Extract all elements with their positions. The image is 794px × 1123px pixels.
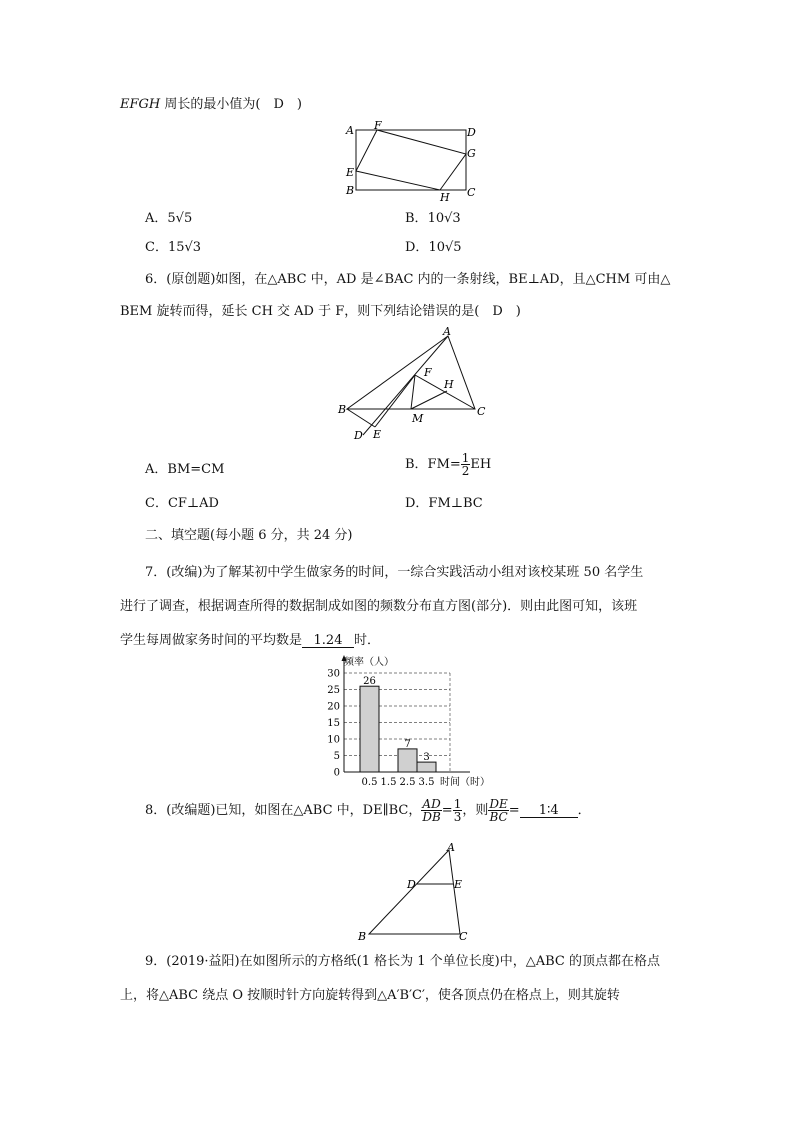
bar-3.5 bbox=[417, 762, 436, 772]
y-tick-0: 0 bbox=[333, 767, 340, 779]
data-label-3.5: 3 bbox=[423, 752, 430, 764]
label-g: G bbox=[467, 147, 476, 160]
q6-option-c: C．CF⊥AD bbox=[145, 496, 219, 511]
q9-stem-line2: 上，将△ABC 绕点 O 按顺时针方向旋转得到△A′B′C′，使各顶点仍在格点上，则其旋转 bbox=[120, 988, 620, 1003]
bar-2.5 bbox=[398, 749, 417, 772]
y-tick-20: 20 bbox=[327, 701, 340, 713]
label-d: D bbox=[467, 126, 476, 139]
q7-stem-line2: 进行了调查，根据调查所得的数据制成如图的频数分布直方图(部分)．则由此图可知，该班 bbox=[120, 599, 638, 614]
data-label-0.5: 26 bbox=[363, 676, 376, 688]
label-d: D bbox=[354, 429, 363, 442]
label-a: A bbox=[447, 841, 455, 854]
ray-ad bbox=[363, 336, 448, 435]
x-tick-3.5: 3.5 bbox=[418, 777, 435, 788]
y-tick-30: 30 bbox=[327, 668, 340, 680]
fraction-de-bc: $\frac{DE}{BC}$ bbox=[489, 797, 508, 824]
y-axis-label: 频率（人） bbox=[344, 657, 394, 668]
label-a: A bbox=[443, 325, 451, 338]
q5-option-b: B．10√3 bbox=[405, 211, 461, 226]
label-h: H bbox=[444, 378, 454, 391]
section-title: 二、填空题(每小题 6 分，共 24 分) bbox=[145, 528, 353, 543]
label-f: F bbox=[424, 366, 432, 379]
label-a: A bbox=[346, 124, 354, 137]
label-b: B bbox=[338, 403, 347, 416]
q6-option-d: D．FM⊥BC bbox=[405, 496, 483, 511]
bar-0.5 bbox=[360, 686, 379, 772]
label-b: B bbox=[346, 184, 355, 197]
label-c: C bbox=[477, 405, 486, 418]
y-tick-10: 10 bbox=[327, 734, 340, 746]
label-b: B bbox=[358, 930, 367, 943]
label-c: C bbox=[467, 186, 476, 199]
data-label-2.5: 7 bbox=[404, 738, 411, 750]
x-tick-0.5: 0.5 bbox=[361, 777, 378, 788]
label-e: E bbox=[373, 428, 382, 441]
segment-be bbox=[347, 409, 375, 427]
quadrilateral-efgh bbox=[356, 130, 466, 190]
label-f: F bbox=[374, 120, 382, 132]
q6-stem-line2: BEM 旋转而得，延长 CH 交 AD 于 F，则下列结论错误的是( D ) bbox=[120, 304, 521, 319]
fraction-one-third: $\frac{1}{3}$ bbox=[453, 797, 462, 824]
y-tick-25: 25 bbox=[327, 685, 340, 696]
y-tick-labels bbox=[327, 669, 340, 779]
q5-option-c: C．15√3 bbox=[145, 240, 202, 255]
q5-option-d: D．10√5 bbox=[405, 240, 462, 255]
q6-stem-line1: 6．(原创题)如图，在△ABC 中，AD 是∠BAC 内的一条射线，BE⊥AD，且△CHM 可由△ bbox=[145, 272, 671, 287]
y-tick-15: 15 bbox=[327, 718, 340, 729]
q8-figure bbox=[355, 840, 475, 945]
q5-option-a: A．5√5 bbox=[145, 211, 193, 226]
label-h: H bbox=[440, 191, 450, 204]
segment-mh bbox=[411, 391, 447, 409]
label-e: E bbox=[454, 878, 463, 891]
q8-answer: 1∶4 bbox=[520, 804, 578, 818]
q6-figure bbox=[335, 325, 495, 445]
q9-stem-line1: 9．(2019·益阳)在如图所示的方格纸(1 格长为 1 个单位长度)中，△ABC 的顶点都在格点 bbox=[145, 954, 660, 969]
x-tick-2.5: 2.5 bbox=[399, 777, 416, 788]
label-c: C bbox=[459, 930, 468, 943]
label-d: D bbox=[407, 878, 416, 891]
q5-figure bbox=[340, 120, 490, 205]
x-tick-1.5: 1.5 bbox=[380, 777, 397, 788]
q7-answer: 1.24 bbox=[302, 634, 354, 648]
segment-ef bbox=[375, 375, 415, 427]
fraction-ad-db: $\frac{AD}{DB}$ bbox=[422, 797, 441, 824]
q8-stem: 8．(改编题)已知，如图在△ABC 中，DE∥BC， $\frac{AD}{DB}$ = $\frac{1}{3}$ ，则 $\frac{DE}{BC}$ = 1∶4 ． bbox=[145, 797, 591, 824]
q6-option-a: A．BM=CM bbox=[145, 462, 225, 477]
q7-stem-line1: 7．(改编)为了解某初中学生做家务的时间，一综合实践活动小组对该校某班 50 名学生 bbox=[145, 565, 644, 580]
fraction-one-half: $\frac{1}{2}$ bbox=[461, 451, 470, 478]
histogram-chart bbox=[320, 652, 510, 794]
x-tick-labels bbox=[362, 777, 435, 788]
q7-stem-line3: 学生每周做家务时间的平均数是 1.24 时． bbox=[120, 633, 381, 648]
triangle-abc bbox=[369, 850, 463, 934]
label-e: E bbox=[346, 166, 355, 179]
x-axis-label: 时间（时） bbox=[440, 777, 490, 788]
y-tick-5: 5 bbox=[333, 751, 340, 762]
q6-option-b: B．FM= $\frac{1}{2}$ EH bbox=[405, 451, 492, 478]
q5-stem: EFGH 周长的最小值为( D ) bbox=[120, 97, 302, 112]
label-m: M bbox=[412, 412, 424, 425]
